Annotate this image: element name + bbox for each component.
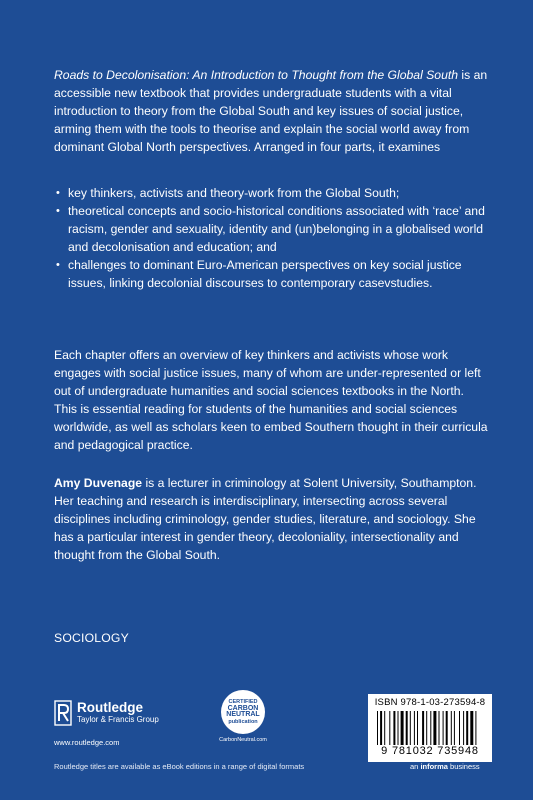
bullet-icon: • — [56, 187, 60, 199]
topics-list — [54, 184, 490, 292]
intro-paragraph — [54, 66, 490, 156]
publisher-url: www.routledge.com — [54, 738, 120, 747]
publisher-group: Taylor & Francis Group — [77, 715, 159, 724]
isbn-label: ISBN 978-1-03-273594-8 — [374, 697, 486, 708]
isbn-barcode-box — [368, 694, 492, 762]
carbon-neutral-url: CarbonNeutral.com — [219, 737, 267, 743]
bullet-icon: • — [56, 259, 60, 271]
chapter-overview-paragraph: Each chapter offers an overview of key thinkers and activists whose work engages with social justice issues, many of whom are under-represented or left out of undergraduate humanities and social sciences textbooks in the North. This is essential reading for students of the humanities and social sciences worldwide, as well as scholars keen to embed Southern thought in their curricula and pedagogical practice. — [54, 348, 488, 452]
intro-text: is an accessible new textbook that provides undergraduate students with a vital introduction to theory from the Global South and key issues of social justice, arming them with the tools to theorise and explain the social world away from dominant Global North perspectives. Arranged in four parts, it examines — [54, 68, 488, 154]
publisher-name: Routledge — [77, 700, 143, 715]
author-name: Amy Duvenage — [54, 476, 143, 490]
book-title: Roads to Decolonisation: An Introduction to Thought from the Global South — [54, 68, 459, 82]
informa-business-tag: an informa business — [410, 762, 480, 771]
routledge-logo-icon — [54, 700, 72, 726]
barcode-icon — [376, 711, 484, 745]
carbon-neutral-badge — [212, 690, 274, 743]
barcode-digits: 9 781032 735948 — [381, 745, 479, 757]
publisher-block — [54, 700, 174, 747]
list-item: • challenges to dominant Euro-American perspectives on key social justice issues, linking decolonial discourses to contemporary casevstudies. — [56, 258, 462, 290]
subject-category: SOCIOLOGY — [54, 631, 129, 645]
author-bio-text: is a lecturer in criminology at Solent University, Southampton. Her teaching and research is interdisciplinary, intersecting across several disciplines including criminology, gender studies, literature, and sociology. She has a particular interest in gender theory, decoloniality, intersectionality and thought from the Global South. — [54, 476, 477, 562]
author-bio — [54, 474, 490, 564]
ebook-note: Routledge titles are available as eBook editions in a range of digital formats — [54, 762, 305, 771]
bullet-icon: • — [56, 205, 60, 217]
carbon-neutral-icon: CERTIFIED CARBON NEUTRAL publication — [221, 690, 265, 734]
list-item: • theoretical concepts and socio-historical conditions associated with ‘race’ and racism, gender and sexuality, identity and (un)belonging in a globalised world and decolonisation and education; and — [56, 204, 485, 254]
list-item: • key thinkers, activists and theory-work from the Global South; — [56, 186, 400, 200]
